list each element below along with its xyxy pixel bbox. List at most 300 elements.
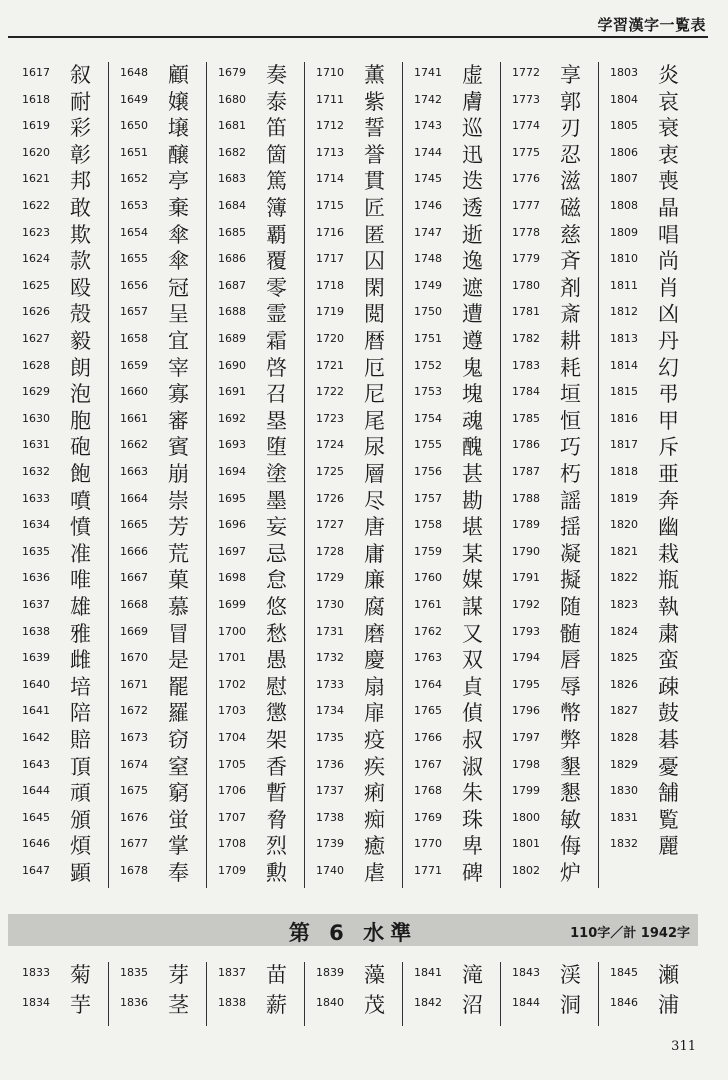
kanji-number: 1796 [512,704,540,718]
kanji-entry [206,727,304,754]
kanji-number: 1702 [218,677,246,691]
kanji-character: 虚 [462,63,483,87]
kanji-character: 窃 [168,728,189,752]
kanji-entry [304,195,402,222]
kanji-number: 1745 [414,172,442,186]
kanji-number: 1658 [120,332,148,345]
kanji-entry [206,195,304,222]
kanji-character: 耕 [560,329,581,353]
kanji-number: 1694 [218,465,246,478]
kanji-number: 1653 [120,199,148,212]
main-column [206,62,304,888]
kanji-number: 1815 [610,385,638,399]
kanji-number: 1773 [512,92,540,106]
kanji-entry [598,780,696,807]
kanji-entry [10,727,108,754]
kanji-character: 紫 [364,89,385,114]
kanji-entry [402,514,500,541]
kanji-number: 1747 [414,225,442,239]
kanji-entry [402,275,500,302]
kanji-number: 1825 [610,651,638,665]
kanji-number: 1665 [120,518,148,532]
kanji-entry [598,408,696,435]
kanji-entry [598,115,696,142]
kanji-number: 1767 [414,757,442,771]
kanji-character: 舗 [658,781,679,806]
kanji-number: 1646 [22,837,50,851]
kanji-entry [500,488,598,515]
kanji-number: 1819 [610,491,638,505]
kanji-number: 1680 [218,92,246,106]
kanji-number: 1729 [316,571,344,585]
kanji-entry [10,833,108,860]
kanji-entry [402,860,500,887]
kanji-character: 浦 [658,993,679,1017]
kanji-entry [304,514,402,541]
kanji-character: 零 [266,275,287,300]
kanji-entry [10,674,108,701]
kanji-character: 閑 [364,275,385,300]
kanji-number: 1634 [22,518,50,532]
kanji-character: 偵 [462,701,483,726]
kanji-number: 1629 [22,385,50,399]
kanji-entry [598,301,696,328]
kanji-character: 斎 [560,302,581,327]
kanji-character: 是 [168,648,189,673]
kanji-number: 1735 [316,731,344,744]
kanji-character: 墾 [560,754,581,779]
kanji-character: 泡 [70,382,91,407]
kanji-entry [108,328,206,355]
kanji-character: 崩 [168,462,189,486]
kanji-number: 1800 [512,810,540,824]
kanji-number: 1832 [610,837,638,851]
kanji-character: 鬼 [462,355,483,380]
kanji-character: 磁 [560,196,581,220]
kanji-number: 1752 [414,358,442,372]
kanji-character: 罷 [168,674,189,699]
kanji-entry [10,647,108,674]
kanji-character: 誉 [364,142,385,167]
kanji-number: 1620 [22,145,50,159]
kanji-character: 荒 [168,541,189,566]
kanji-number: 1656 [120,278,148,292]
kanji-character: 扇 [364,674,385,699]
kanji-entry [10,807,108,834]
kanji-entry [304,142,402,169]
kanji-entry [206,275,304,302]
kanji-character: 冒 [168,621,189,646]
kanji-entry [402,962,500,989]
kanji-number: 1617 [22,66,50,79]
kanji-number: 1647 [22,864,50,877]
kanji-entry [304,381,402,408]
kanji-character: 奏 [266,63,287,87]
kanji-number: 1686 [218,252,246,266]
kanji-character: 剤 [560,275,581,300]
kanji-character: 忍 [560,142,581,167]
kanji-character: 厄 [364,355,385,380]
kanji-number: 1679 [218,66,246,79]
kanji-character: 晶 [658,196,679,220]
kanji-character: 郭 [560,89,581,114]
kanji-entry [402,355,500,382]
kanji-character: 衷 [658,142,679,167]
kanji-entry [402,142,500,169]
kanji-number: 1843 [512,966,540,979]
kanji-number: 1763 [414,651,442,665]
kanji-entry [206,89,304,116]
kanji-entry [402,621,500,648]
kanji-entry [108,992,206,1019]
kanji-entry [108,301,206,328]
kanji-number: 1674 [120,757,148,771]
kanji-number: 1641 [22,704,50,718]
kanji-character: 崇 [168,488,189,513]
kanji-entry [108,461,206,488]
kanji-entry [402,408,500,435]
kanji-character: 粛 [658,621,679,646]
kanji-character: 顕 [70,861,91,885]
level-column [206,962,304,1026]
kanji-number: 1744 [414,145,442,159]
kanji-entry [598,647,696,674]
kanji-number: 1635 [22,544,50,558]
kanji-entry [304,833,402,860]
kanji-character: 彰 [70,142,91,167]
kanji-number: 1778 [512,225,540,239]
kanji-number: 1772 [512,66,540,79]
kanji-number: 1623 [22,225,50,239]
kanji-entry [10,248,108,275]
kanji-entry [304,115,402,142]
kanji-number: 1724 [316,438,344,452]
kanji-character: 虐 [364,861,385,885]
kanji-number: 1637 [22,598,50,611]
kanji-character: 菓 [168,568,189,593]
kanji-number: 1824 [610,624,638,638]
kanji-character: 随 [560,595,581,619]
kanji-entry [304,222,402,249]
kanji-character: 茂 [364,993,385,1017]
kanji-character: 審 [168,408,189,433]
kanji-number: 1711 [316,92,344,106]
kanji-number: 1748 [414,252,442,266]
kanji-entry [206,807,304,834]
kanji-character: 叔 [462,728,483,752]
kanji-entry [500,355,598,382]
kanji-entry [108,195,206,222]
kanji-character: 幣 [560,701,581,726]
kanji-number: 1798 [512,757,540,771]
kanji-character: 尿 [364,435,385,460]
kanji-character: 唇 [560,648,581,673]
kanji-entry [402,461,500,488]
kanji-character: 沼 [462,993,483,1017]
kanji-character: 傘 [168,249,189,274]
kanji-entry [108,248,206,275]
kanji-entry [10,567,108,594]
kanji-number: 1822 [610,571,638,585]
kanji-entry [402,700,500,727]
kanji-entry [10,700,108,727]
kanji-number: 1738 [316,810,344,824]
kanji-number: 1743 [414,119,442,133]
kanji-number: 1761 [414,598,442,611]
kanji-entry [402,62,500,89]
kanji-character: 遭 [462,302,483,327]
kanji-entry [10,328,108,355]
kanji-entry [304,408,402,435]
kanji-character: 芽 [168,963,189,987]
kanji-character: 層 [364,462,385,486]
kanji-number: 1621 [22,172,50,186]
kanji-character: 慰 [266,674,287,699]
kanji-character: 謡 [560,488,581,513]
kanji-entry [10,514,108,541]
kanji-character: 囚 [364,249,385,274]
kanji-character: 扉 [364,701,385,726]
kanji-entry [402,780,500,807]
kanji-number: 1732 [316,651,344,665]
kanji-character: 欺 [70,222,91,247]
kanji-character: 泰 [266,89,287,114]
kanji-number: 1672 [120,704,148,718]
kanji-character: 腐 [364,595,385,619]
kanji-entry [108,780,206,807]
kanji-number: 1720 [316,332,344,345]
kanji-number: 1749 [414,278,442,292]
kanji-number: 1695 [218,491,246,505]
kanji-entry [10,89,108,116]
kanji-character: 塁 [266,408,287,433]
kanji-entry [500,115,598,142]
kanji-number: 1789 [512,518,540,532]
kanji-number: 1650 [120,119,148,133]
kanji-entry [304,807,402,834]
kanji-entry [500,594,598,621]
kanji-number: 1689 [218,332,246,345]
kanji-entry [10,962,108,989]
kanji-entry [10,754,108,781]
kanji-character: 垣 [560,382,581,407]
kanji-entry [206,461,304,488]
kanji-number: 1727 [316,518,344,532]
kanji-number: 1644 [22,784,50,798]
kanji-number: 1786 [512,438,540,452]
kanji-number: 1625 [22,278,50,292]
kanji-character: 慶 [364,648,385,673]
kanji-entry [304,488,402,515]
kanji-entry [402,488,500,515]
kanji-number: 1682 [218,145,246,159]
kanji-number: 1698 [218,571,246,585]
kanji-number: 1626 [22,305,50,319]
kanji-entry [598,700,696,727]
kanji-entry [206,408,304,435]
kanji-number: 1664 [120,491,148,505]
level-column [500,962,598,1026]
kanji-number: 1676 [120,810,148,824]
kanji-character: 執 [658,595,679,619]
kanji-entry [598,567,696,594]
kanji-character: 篤 [266,169,287,194]
kanji-number: 1781 [512,305,540,319]
kanji-entry [10,621,108,648]
kanji-character: 炎 [658,63,679,87]
kanji-character: 凶 [658,302,679,327]
kanji-character: 頂 [70,754,91,779]
kanji-entry [598,488,696,515]
kanji-character: 霊 [266,302,287,327]
kanji-entry [598,514,696,541]
kanji-entry [500,142,598,169]
kanji-entry [10,461,108,488]
kanji-character: 准 [70,541,91,566]
kanji-number: 1841 [414,966,442,979]
kanji-entry [206,514,304,541]
kanji-number: 1628 [22,358,50,372]
kanji-number: 1804 [610,92,638,106]
kanji-entry [402,301,500,328]
kanji-entry [108,514,206,541]
kanji-entry [304,461,402,488]
kanji-character: 幽 [658,515,679,540]
kanji-number: 1780 [512,278,540,292]
kanji-entry [402,674,500,701]
kanji-entry [402,195,500,222]
kanji-number: 1838 [218,996,246,1009]
kanji-entry [304,434,402,461]
kanji-character: 某 [462,541,483,566]
main-column [598,62,696,888]
kanji-number: 1654 [120,225,148,239]
kanji-character: 耐 [70,89,91,114]
kanji-character: 塊 [462,382,483,407]
kanji-character: 覇 [266,222,287,247]
kanji-character: 鼓 [658,701,679,726]
kanji-entry [598,328,696,355]
kanji-number: 1630 [22,411,50,425]
kanji-number: 1708 [218,837,246,851]
kanji-number: 1814 [610,358,638,372]
kanji-character: 疫 [364,728,385,752]
main-column [10,62,108,888]
kanji-number: 1677 [120,837,148,851]
kanji-character: 朱 [462,781,483,806]
kanji-number: 1707 [218,810,246,824]
kanji-entry [10,541,108,568]
kanji-entry [10,780,108,807]
kanji-character: 巧 [560,435,581,460]
kanji-number: 1764 [414,677,442,691]
kanji-number: 1718 [316,278,344,292]
kanji-entry [598,594,696,621]
kanji-character: 尾 [364,408,385,433]
kanji-entry [10,142,108,169]
kanji-character: 勘 [462,488,483,513]
kanji-character: 叙 [70,63,91,87]
kanji-character: 辱 [560,674,581,699]
kanji-character: 忌 [266,541,287,566]
kanji-entry [500,514,598,541]
kanji-entry [108,62,206,89]
kanji-entry [500,754,598,781]
kanji-entry [206,222,304,249]
kanji-number: 1837 [218,966,246,979]
kanji-number: 1645 [22,810,50,824]
kanji-character: 双 [462,648,483,673]
level-count: 110字／計 1942字 [570,926,690,941]
kanji-number: 1661 [120,411,148,425]
kanji-character: 唯 [70,568,91,593]
kanji-number: 1826 [610,677,638,691]
kanji-entry [304,674,402,701]
page-number: 311 [671,1039,696,1054]
kanji-number: 1638 [22,624,50,638]
kanji-number: 1690 [218,358,246,372]
kanji-number: 1659 [120,358,148,372]
kanji-entry [10,381,108,408]
kanji-entry [598,168,696,195]
kanji-entry [108,674,206,701]
kanji-character: 朽 [560,462,581,486]
kanji-number: 1723 [316,411,344,425]
kanji-character: 瀬 [658,963,679,987]
kanji-entry [500,301,598,328]
kanji-character: 哀 [658,89,679,114]
kanji-entry [304,248,402,275]
kanji-character: 毅 [70,329,91,353]
kanji-number: 1750 [414,305,442,319]
kanji-entry [304,355,402,382]
kanji-character: 弊 [560,728,581,752]
kanji-number: 1765 [414,704,442,718]
kanji-entry [108,962,206,989]
kanji-number: 1768 [414,784,442,798]
kanji-character: 薪 [266,993,287,1017]
kanji-number: 1787 [512,465,540,478]
kanji-number: 1709 [218,864,246,877]
kanji-number: 1706 [218,784,246,798]
kanji-number: 1678 [120,864,148,877]
kanji-number: 1779 [512,252,540,266]
kanji-number: 1844 [512,996,540,1009]
kanji-character: 淑 [462,754,483,779]
kanji-number: 1777 [512,199,540,212]
kanji-character: 巡 [462,116,483,141]
kanji-character: 匠 [364,196,385,220]
kanji-character: 遵 [462,329,483,353]
kanji-character: 魂 [462,408,483,433]
kanji-character: 凝 [560,541,581,566]
kanji-character: 掌 [168,834,189,859]
kanji-character: 妄 [266,515,287,540]
kanji-number: 1618 [22,92,50,106]
kanji-entry [108,115,206,142]
kanji-number: 1762 [414,624,442,638]
main-column [402,62,500,888]
kanji-entry [500,541,598,568]
kanji-entry [206,594,304,621]
kanji-character: 衰 [658,116,679,141]
kanji-number: 1775 [512,145,540,159]
kanji-number: 1622 [22,199,50,212]
kanji-character: 朗 [70,355,91,380]
kanji-entry [500,962,598,989]
kanji-entry [304,275,402,302]
kanji-character: 笛 [266,116,287,141]
